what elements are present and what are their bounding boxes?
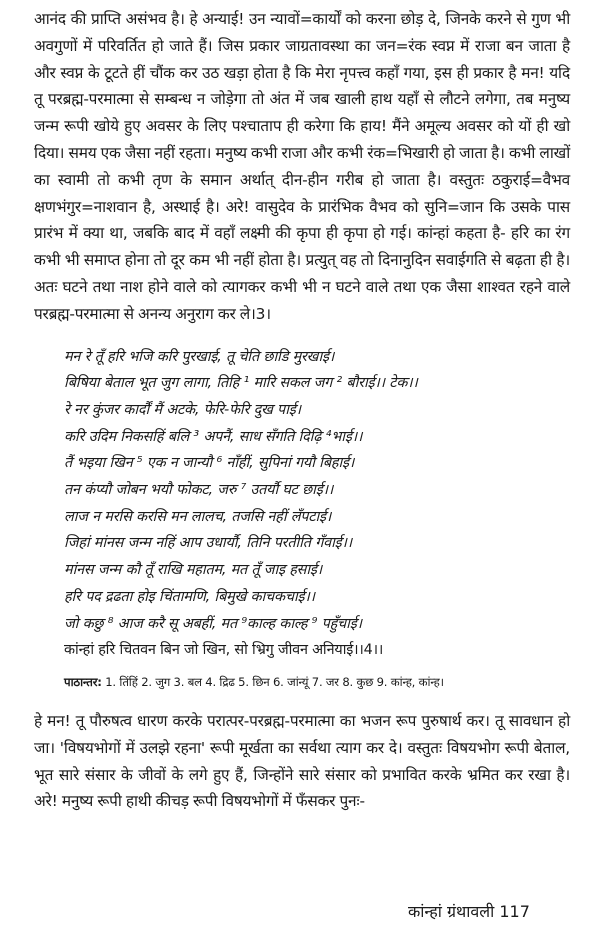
verse-block [64,344,570,664]
verse-line: जिहां मांनस जन्म नहिं आप उधार्यौ, तिनि परतीति गँवाई।। [64,535,352,552]
verse-line: मांनस जन्म कौ तूँ राखि महातम, मत तूँ जाइ हसाई। [64,562,323,579]
commentary-paragraph-1: आनंद की प्राप्ति असंभव है। हे अन्याई! उन न्यावों=कार्यों को करना छोड़ दे, जिनके करने से गुण भी अवगुणों में परिवर्तित हो जाते हैं। जिस प्रकार जाग्रतावस्था का जन=रंक स्वप्न में राजा बन जाता है और स्वप्न के टूटते हीं चौंक कर उठ खड़ा होता है कि मेरा नृपत्त्व कहाँ गया, इस ही प्रकार है मन! यदि तू परब्रह्म-परमात्मा से सम्बन्ध न जोड़ेगा तो अंत में जब खाली हाथ यहाँ से लौटने लगेगा, तब मनुष्य जन्म रूपी खोये हुए अवसर के लिए पश्चाताप ही करेगा कि हाय! मैंने अमूल्य अवसर को यों ही खो दिया। समय एक जैसा नहीं रहता। मनुष्य कभी राजा और कभी रंक=भिखारी हो जाता है। कभी लाखों का स्वामी तो कभी तृण के समान अर्थात् दीन-हीन गरीब हो जाता है। वस्तुतः ठकुराई=वैभव क्षणभंगुर=नाशवान है, अस्थाई है। अरे! वासुदेव के प्रारंभिक वैभव को सुनि=जान कि उसके पास प्रारंभ में क्या था, जबकि बाद में वहाँ लक्ष्मी की कृपा ही कृपा हो गई। कांन्हां कहता है- हरि का रंग कभी भी समाप्त होना तो दूर कम भी नहीं होता है। प्रत्युत् वह तो दिनानुदिन सवाईगति से बढ़ता ही है। अतः घटने तथा नाश होने वाले को त्यागकर कभी भी न घटने वाले तथा एक जैसा शाश्वत रहने वाले परब्रह्म-परमात्मा से अनन्य अनुराग कर ले।3। [34,10,570,323]
verse-line: जो कछु ⁸ आज करै सू अबहीं, मत ⁹काल्ह काल्ह ⁹ पहुँचाई। [64,615,362,632]
verse-line: रे नर कुंजर कार्दौं मैं अटके, फेरि-फेरि दुख पाई। [64,401,301,418]
page-content [34,6,570,815]
verse-line: तन कंप्यौ जोबन भयौ फोकट, जरु ⁷ उतर्यौ घट छाई।। [64,482,334,499]
book-title: कांन्हां ग्रंथावली [408,902,495,921]
verse-line: बिषिया बेताल भूत जुग लागा, तिहि ¹ मारि सकल जग ² बौराई।। टेक।। [64,375,418,392]
page-footer [408,900,530,922]
variant-readings [64,672,570,692]
verse-line: करि उदिम निकसहिं बलि ³ अपनैं, साध सँगति दिढ़ि ⁴भाई।। [64,428,363,445]
verse-line: हरि पद द्रढता होइ चिंतामणि, बिमुखे काचकचाई।। [64,588,315,605]
verse-line: तैं भइया खिन ⁵ एक न जान्यौ ⁶ नाँहीं, सुपिनां गयौ बिहाई। [64,455,355,472]
verse-line: मन रे तूँ हरि भजि करि पुरखाई, तू चेति छाडि मुरखाई। [64,348,335,365]
page-number: 117 [499,902,530,921]
variant-readings-label: पाठान्तर: [64,675,102,689]
variant-readings-text: 1. तिंहिं 2. जुग 3. बल 4. द्रिढ 5. छिन 6. जांन्यूं 7. जर 8. कुछ 9. कांन्ह, कांन्ह। [105,675,444,689]
commentary-paragraph-2: हे मन! तू पौरुषत्व धारण करके परात्पर-परब्रह्म-परमात्मा का भजन रूप पुरुषार्थ कर। तू सावधान हो जा। 'विषयभोगों में उलझे रहना' रूपी मूर्खता का सर्वथा त्याग कर दे। वस्तुतः विषयभोग रूपी बेताल, भूत सारे संसार के जीवों के लगे हुए हैं, जिन्होंने सारे संसार को प्रभावित करके भ्रमित कर रखा है। अरे! मनुष्य रूपी हाथी कीचड़ रूपी विषयभोगों में फँसकर पुनः- [34,712,570,811]
verse-line: कांन्हां हरि चितवन बिन जो खिन, सो भ्रिगु जीवन अनियाई।।4।। [64,642,384,659]
verse-line: लाज न मरसि करसि मन लालच, तजसि नहीं लँपटाई। [64,508,332,525]
